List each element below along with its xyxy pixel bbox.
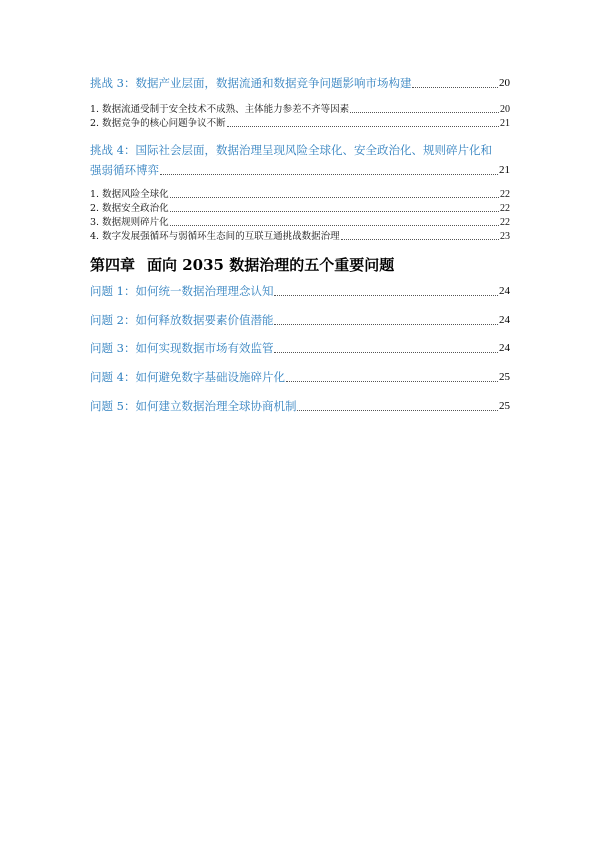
toc-entry-title: 问题 2：如何释放数据要素价值潜能 xyxy=(90,313,274,327)
page-number: 24 xyxy=(499,342,510,354)
toc-entry-challenge-4[interactable] xyxy=(90,163,510,178)
toc-entry-title: 强弱循环博弈 xyxy=(90,163,159,177)
page-number: 20 xyxy=(500,104,510,115)
page-number: 25 xyxy=(499,400,510,412)
page-number: 20 xyxy=(499,77,510,89)
toc-entry-title: 2. 数据安全政治化 xyxy=(90,203,169,214)
chapter-heading[interactable] xyxy=(90,256,510,274)
toc-entry-title: 问题 1：如何统一数据治理理念认知 xyxy=(90,284,274,298)
dot-leader xyxy=(227,126,499,127)
toc-entry-title: 4. 数字发展强循环与弱循环生态间的互联互通挑战数据治理 xyxy=(90,231,340,242)
page-number: 21 xyxy=(500,118,510,129)
dot-leader xyxy=(350,112,499,113)
toc-entry-question-1[interactable] xyxy=(90,284,510,299)
toc-entry-challenge-4-line1[interactable]: 挑战 4：国际社会层面，数据治理呈现风险全球化、安全政治化、规则碎片化和 xyxy=(90,143,492,157)
dot-leader xyxy=(160,174,498,175)
dot-leader xyxy=(274,324,498,325)
toc-entry-title: 1. 数据流通受制于安全技术不成熟、主体能力参差不齐等因素 xyxy=(90,104,350,115)
dot-leader xyxy=(286,381,498,382)
chapter-title: 面向 2035 数据治理的五个重要问题 xyxy=(147,256,395,274)
toc-entry-title: 问题 4：如何避免数字基础设施碎片化 xyxy=(90,370,285,384)
chapter-label: 第四章 xyxy=(90,256,136,274)
toc-subentry[interactable] xyxy=(90,189,510,201)
toc-entry-challenge-3[interactable] xyxy=(90,76,510,91)
page-number: 25 xyxy=(499,371,510,383)
dot-leader xyxy=(341,239,499,240)
toc-entry-title: 2. 数据竞争的核心问题争议不断 xyxy=(90,118,226,129)
toc-entry-title: 问题 5：如何建立数据治理全球协商机制 xyxy=(90,399,297,413)
toc-entry-question-5[interactable] xyxy=(90,399,510,414)
dot-leader xyxy=(412,87,498,88)
page-number: 22 xyxy=(500,217,510,228)
page-number: 24 xyxy=(499,314,510,326)
page-number: 21 xyxy=(499,164,510,176)
dot-leader xyxy=(170,211,499,212)
dot-leader xyxy=(274,352,498,353)
page-number: 22 xyxy=(500,203,510,214)
toc-subentry[interactable] xyxy=(90,118,510,130)
toc-subentry[interactable] xyxy=(90,231,510,243)
toc-entry-question-4[interactable] xyxy=(90,370,510,385)
toc-entry-title: 问题 3：如何实现数据市场有效监管 xyxy=(90,341,274,355)
toc-entry-title: 挑战 3：数据产业层面，数据流通和数据竞争问题影响市场构建 xyxy=(90,76,412,90)
toc-subentry[interactable] xyxy=(90,104,510,116)
toc-entry-question-3[interactable] xyxy=(90,341,510,356)
toc-entry-question-2[interactable] xyxy=(90,313,510,328)
toc-entry-title: 3. 数据规则碎片化 xyxy=(90,217,169,228)
toc-subentry[interactable] xyxy=(90,203,510,215)
dot-leader xyxy=(297,410,498,411)
dot-leader xyxy=(170,225,499,226)
page-number: 23 xyxy=(500,231,510,242)
dot-leader xyxy=(274,295,498,296)
dot-leader xyxy=(170,197,499,198)
toc-entry-title: 1. 数据风险全球化 xyxy=(90,189,169,200)
page-number: 24 xyxy=(499,285,510,297)
toc-subentry[interactable] xyxy=(90,217,510,229)
page-number: 22 xyxy=(500,189,510,200)
